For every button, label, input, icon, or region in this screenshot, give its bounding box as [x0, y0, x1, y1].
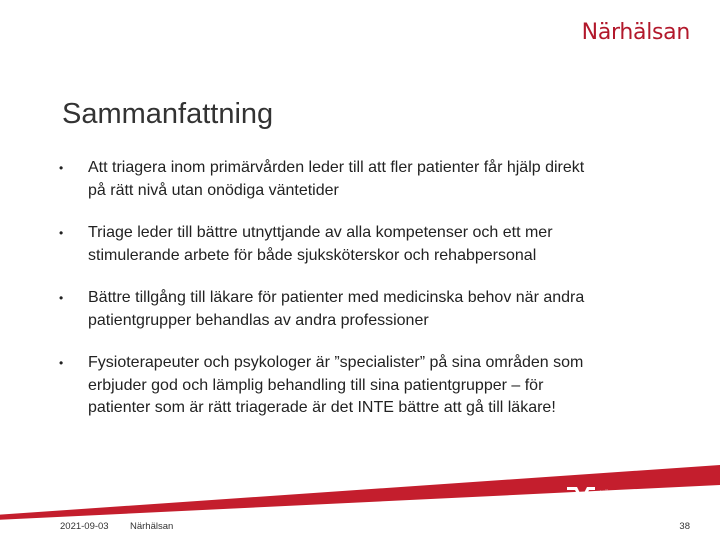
bullet-item — [57, 287, 677, 332]
bullet-line: stimulerande arbete för både sjuksköterskor och rehabpersonal — [88, 246, 537, 264]
bullet-line: på rätt nivå utan onödiga väntetider — [88, 181, 339, 199]
vgr-logo — [566, 484, 690, 512]
bullet-line: patientgrupper behandlas av andra professioner — [88, 311, 429, 329]
bullet-marker: • — [59, 356, 64, 370]
bullet-line: Bättre tillgång till läkare för patienter med medicinska behov när andra — [88, 289, 585, 306]
bullet-line: Triage leder till bättre utnyttjande av alla kompetenser och ett mer — [88, 224, 553, 241]
bullet-line: patienter som är rätt triagerade är det INTE bättre att gå till läkare! — [88, 399, 556, 416]
footer-organization: Närhälsan — [130, 521, 174, 532]
logo-line-2: GÖTALANDSREGIONEN — [600, 500, 675, 507]
bullet-line: erbjuder god och lämplig behandling till sina patientgrupper – för — [88, 376, 544, 394]
bullet-marker: • — [59, 226, 64, 240]
bullet-line: Fysioterapeuter och psykologer är ”specialister” på sina områden som — [88, 354, 584, 371]
page-number: 38 — [679, 521, 690, 532]
bullet-item — [57, 222, 677, 267]
logo-line-1: VÄSTRA — [600, 490, 627, 497]
bullet-item — [57, 352, 677, 420]
vgr-emblem-icon — [567, 487, 595, 511]
bullet-marker: • — [59, 161, 64, 175]
slide-title: Sammanfattning — [62, 98, 274, 130]
bullet-item — [57, 157, 677, 202]
brand-logo: Närhälsan — [581, 20, 690, 45]
bullet-list — [57, 157, 677, 440]
bullet-line: Att triagera inom primärvården leder till att fler patienter får hjälp direkt — [88, 159, 585, 176]
footer-date: 2021-09-03 — [60, 521, 109, 532]
bullet-marker: • — [59, 291, 64, 305]
